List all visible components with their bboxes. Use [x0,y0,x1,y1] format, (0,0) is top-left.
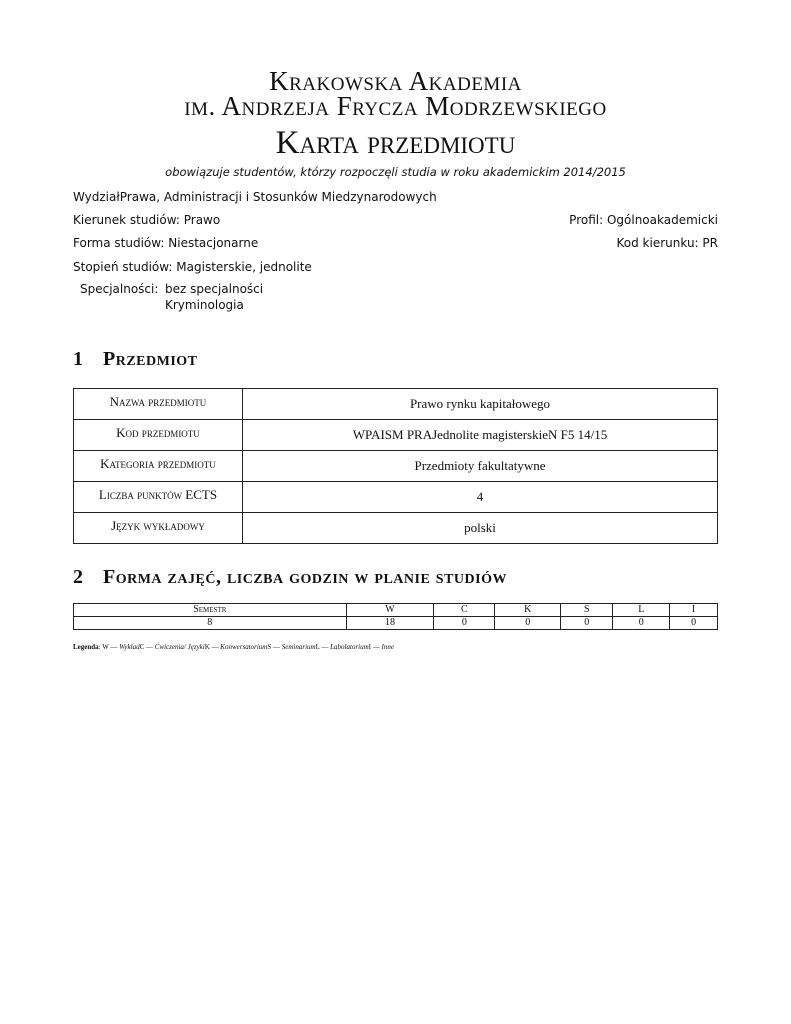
legend-separator: : [98,643,103,651]
section-title: Przedmiot [103,348,198,370]
column-header: C [434,604,495,617]
row-key: Kod przedmiotu [74,420,243,451]
table-cell: 0 [495,617,561,630]
field-of-study: Kierunek studiów: Prawo [73,213,221,227]
row-value: WPAISM PRAJednolite magisterskieN F5 14/15 [243,420,718,451]
university-name-line2: im. Andrzeja Frycza Modrzewskiego [184,91,607,121]
faculty-info: WydziałPrawa, Administracji i Stosunków Miedzynarodowych [73,190,437,204]
legend-desc: Labolatorium [330,643,369,651]
document-subtitle: obowiązuje studentów, którzy rozpoczęli studia w roku akademickim 2014/2015 [165,165,626,179]
section-number: 2 [73,566,83,588]
column-header: Semestr [74,604,347,617]
study-level: Stopień studiów: Magisterskie, jednolite [73,260,312,274]
row-key: Kategoria przedmiotu [74,451,243,482]
section-2-heading [73,566,507,589]
table-cell: 0 [670,617,718,630]
table-row [74,451,718,482]
table-row [74,513,718,544]
legend-code: S — [267,643,282,651]
field-code: Kod kierunku: PR [616,236,718,250]
legend-label: Legenda [73,643,99,651]
legend-code: I — [368,643,382,651]
university-name-line1: Krakowska Akademia [269,66,522,96]
table-header-row [74,604,718,617]
section-1-heading [73,348,198,371]
row-value: Przedmioty fakultatywne [243,451,718,482]
row-value: Prawo rynku kapitałowego [243,389,718,420]
legend-code: K — [204,643,221,651]
legend-code: L — [315,643,331,651]
table-row [74,617,718,630]
hours-table [73,603,718,630]
study-form: Forma studiów: Niestacjonarne [73,236,259,250]
subject-table [73,388,718,544]
column-header: I [670,604,718,617]
specializations-label: Specjalności: [80,282,159,296]
legend [73,643,394,651]
specialization-item: bez specjalności [165,282,264,296]
row-value: 4 [243,482,718,513]
row-key: Język wykładowy [74,513,243,544]
legend-code: W — [102,643,120,651]
section-number: 1 [73,348,83,370]
row-value: polski [243,513,718,544]
legend-desc: Ćwiczenia/ Języki [154,643,205,651]
section-title: Forma zajęć, liczba godzin w planie studiów [103,566,507,588]
table-row [74,482,718,513]
row-key: Liczba punktów ECTS [74,482,243,513]
legend-desc: Wykład [119,643,140,651]
table-row [74,389,718,420]
table-cell: 0 [561,617,613,630]
column-header: K [495,604,561,617]
column-header: S [561,604,613,617]
row-key: Nazwa przedmiotu [74,389,243,420]
study-profile: Profil: Ogólnoakademicki [569,213,718,227]
legend-desc: Inne [381,643,394,651]
legend-code: C — [139,643,155,651]
table-row [74,420,718,451]
table-cell: 0 [434,617,495,630]
column-header: L [613,604,670,617]
table-cell: 0 [613,617,670,630]
table-cell: 8 [74,617,347,630]
legend-desc: Seminarium [281,643,316,651]
specialization-item: Kryminologia [165,298,244,312]
document-title: Karta przedmiotu [275,125,516,161]
legend-desc: Konwersatorium [220,643,268,651]
table-cell: 18 [346,617,434,630]
document-header [0,68,791,179]
column-header: W [346,604,434,617]
